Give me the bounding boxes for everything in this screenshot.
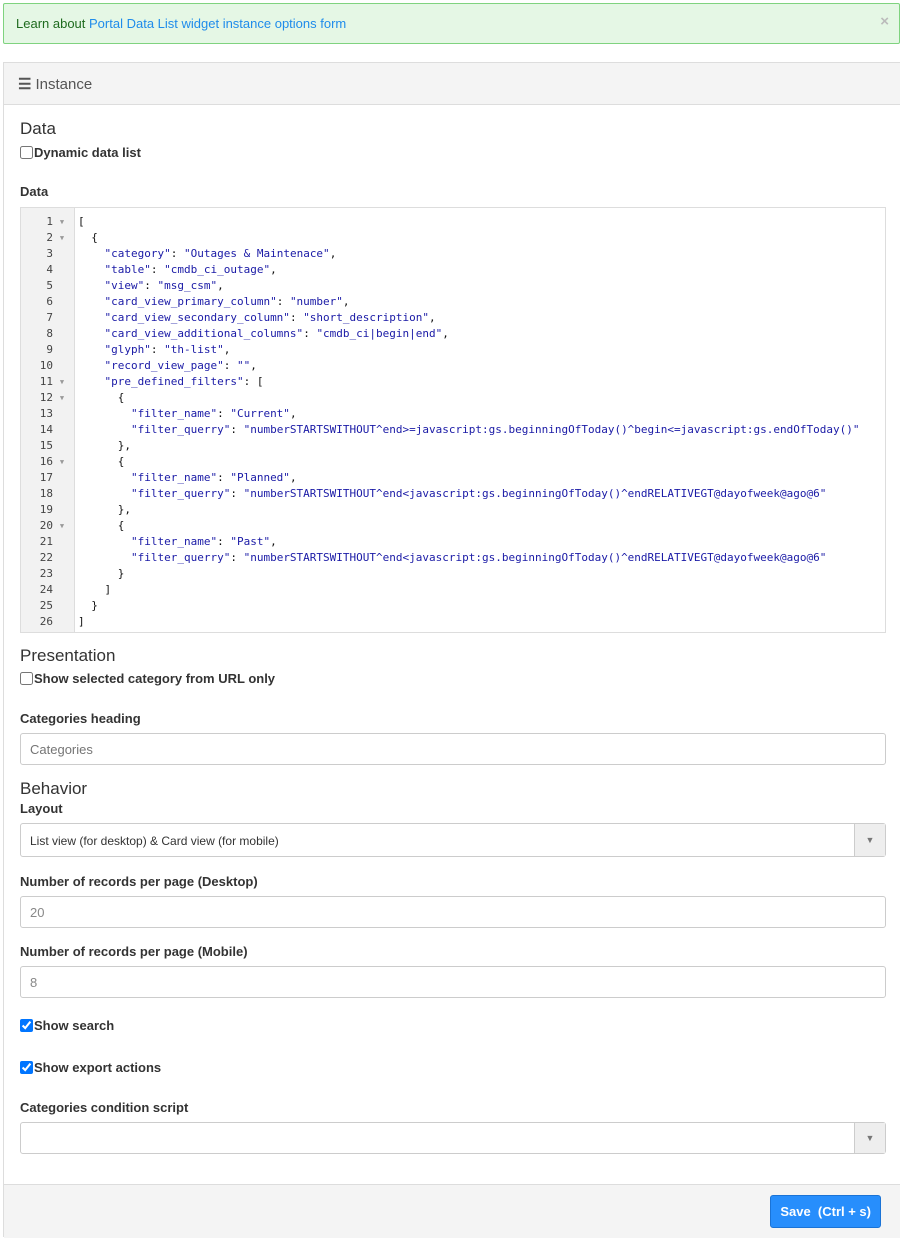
line-number: 1 ▼	[21, 214, 74, 230]
panel-header	[4, 63, 900, 105]
checkbox-label: Show search	[34, 1018, 115, 1033]
info-alert	[3, 3, 900, 44]
line-number: 6	[21, 294, 74, 310]
line-number: 4	[21, 262, 74, 278]
line-number: 13	[21, 406, 74, 422]
line-number: 8	[21, 326, 74, 342]
fold-arrow-icon	[53, 502, 71, 518]
line-number: 12 ▼	[21, 390, 74, 406]
line-number: 3	[21, 246, 74, 262]
panel-title: Instance	[35, 76, 93, 93]
fold-arrow-icon	[53, 406, 71, 422]
fold-arrow-icon	[53, 550, 71, 566]
panel-footer	[4, 1184, 900, 1238]
desktop-records-input[interactable]	[20, 896, 886, 928]
url-only-checkbox[interactable]	[20, 671, 275, 686]
mobile-records-input[interactable]	[20, 966, 886, 998]
layout-label: Layout	[20, 801, 63, 816]
line-number: 19	[21, 502, 74, 518]
categories-heading-label: Categories heading	[20, 711, 141, 726]
code-line: },	[78, 503, 131, 516]
fold-arrow-icon	[53, 262, 71, 278]
code-line: {	[78, 455, 125, 468]
show-search-input[interactable]	[20, 1019, 33, 1032]
line-number: 10	[21, 358, 74, 374]
code-line: "filter_querry": "numberSTARTSWITHOUT^end>=javascript:gs.beginningOfToday()^begin<=javascript:gs.endOfToday()"	[130, 423, 860, 436]
line-number: 15	[21, 438, 74, 454]
code-line: }	[78, 599, 98, 612]
fold-arrow-icon	[53, 326, 71, 342]
line-number: 11 ▼	[21, 374, 74, 390]
fold-arrow-icon	[53, 614, 71, 630]
line-number: 24	[21, 582, 74, 598]
code-line: "card_view_additional_columns": "cmdb_ci|begin|end",	[104, 327, 449, 340]
checkbox-label: Dynamic data list	[34, 145, 141, 160]
condition-script-select[interactable]	[20, 1122, 886, 1154]
fold-arrow-icon[interactable]: ▼	[59, 458, 65, 466]
line-number: 25	[21, 598, 74, 614]
alert-text: Learn about	[16, 16, 90, 31]
code-line: "view": "msg_csm",	[104, 279, 224, 292]
fold-arrow-icon[interactable]: ▼	[59, 234, 65, 242]
line-number: 9	[21, 342, 74, 358]
menu-icon: ☰	[18, 76, 32, 93]
show-search-checkbox[interactable]	[20, 1018, 114, 1033]
line-number-gutter	[21, 208, 75, 632]
fold-arrow-icon	[53, 598, 71, 614]
checkbox-label: Show export actions	[34, 1060, 162, 1075]
categories-heading-input[interactable]	[20, 733, 886, 765]
docs-link[interactable]: Portal Data List widget instance options form	[89, 16, 347, 31]
fold-arrow-icon	[53, 486, 71, 502]
fold-arrow-icon	[53, 246, 71, 262]
code-line: {	[78, 231, 98, 244]
close-icon[interactable]: ×	[880, 13, 889, 30]
fold-arrow-icon	[53, 310, 71, 326]
code-line: {	[78, 519, 125, 532]
save-button[interactable]: Save (Ctrl + s)	[770, 1195, 881, 1228]
fold-arrow-icon[interactable]: ▼	[59, 218, 65, 226]
code-line: "filter_name": "Current",	[130, 407, 297, 420]
code-line: "pre_defined_filters": [	[104, 375, 264, 388]
fold-arrow-icon	[53, 294, 71, 310]
fold-arrow-icon	[53, 534, 71, 550]
line-number: 2 ▼	[21, 230, 74, 246]
code-line: "record_view_page": "",	[104, 359, 257, 372]
line-number: 17	[21, 470, 74, 486]
chevron-down-icon[interactable]: ▼	[854, 824, 885, 856]
code-line: "filter_name": "Planned",	[130, 471, 297, 484]
fold-arrow-icon[interactable]: ▼	[59, 522, 65, 530]
fold-arrow-icon	[53, 278, 71, 294]
line-number: 5	[21, 278, 74, 294]
code-line: "filter_querry": "numberSTARTSWITHOUT^end<javascript:gs.beginningOfToday()^endRELATIVEGT@dayofweek@ago@6"	[130, 487, 827, 500]
code-line: },	[78, 439, 131, 452]
code-line: ]	[78, 615, 85, 628]
line-number: 20 ▼	[21, 518, 74, 534]
section-data-heading: Data	[20, 119, 56, 138]
show-export-input[interactable]	[20, 1061, 33, 1074]
dynamic-data-list-checkbox[interactable]	[20, 145, 141, 160]
data-label: Data	[20, 184, 49, 199]
line-number: 23	[21, 566, 74, 582]
code-line: ]	[78, 583, 112, 596]
section-presentation-heading: Presentation	[20, 646, 116, 665]
line-number: 7	[21, 310, 74, 326]
code-line: "category": "Outages & Maintenace",	[104, 247, 337, 260]
code-line: "card_view_primary_column": "number",	[104, 295, 350, 308]
checkbox-label: Show selected category from URL only	[34, 671, 276, 686]
line-number: 16 ▼	[21, 454, 74, 470]
code-line: [	[78, 215, 85, 228]
fold-arrow-icon	[53, 582, 71, 598]
dynamic-data-list-input[interactable]	[20, 146, 33, 159]
code-line: "glyph": "th-list",	[104, 343, 231, 356]
fold-arrow-icon[interactable]: ▼	[59, 378, 65, 386]
code-line: }	[78, 567, 125, 580]
desktop-records-label: Number of records per page (Desktop)	[20, 874, 258, 889]
code-line: "card_view_secondary_column": "short_description",	[104, 311, 436, 324]
line-number: 14	[21, 422, 74, 438]
code-line: "table": "cmdb_ci_outage",	[104, 263, 277, 276]
line-number: 22	[21, 550, 74, 566]
json-code-editor[interactable]	[20, 207, 886, 633]
fold-arrow-icon	[53, 422, 71, 438]
section-behavior-heading: Behavior	[20, 779, 88, 798]
code-line: "filter_name": "Past",	[130, 535, 277, 548]
chevron-down-icon[interactable]: ▼	[854, 1123, 885, 1153]
layout-value: List view (for desktop) & Card view (for mobile)	[30, 834, 279, 848]
fold-arrow-icon	[53, 566, 71, 582]
url-only-input[interactable]	[20, 672, 33, 685]
mobile-records-label: Number of records per page (Mobile)	[20, 944, 248, 959]
code-line: "filter_querry": "numberSTARTSWITHOUT^end<javascript:gs.beginningOfToday()^endRELATIVEGT@dayofweek@ago@6"	[130, 551, 827, 564]
code-area[interactable]	[75, 208, 859, 632]
line-number: 21	[21, 534, 74, 550]
line-number: 18	[21, 486, 74, 502]
fold-arrow-icon	[53, 358, 71, 374]
fold-arrow-icon	[53, 438, 71, 454]
fold-arrow-icon	[53, 342, 71, 358]
fold-arrow-icon	[53, 470, 71, 486]
line-number: 26	[21, 614, 74, 630]
code-line: {	[78, 391, 125, 404]
layout-select[interactable]	[20, 823, 886, 857]
fold-arrow-icon[interactable]: ▼	[59, 394, 65, 402]
show-export-checkbox[interactable]	[20, 1060, 161, 1075]
condition-script-label: Categories condition script	[20, 1100, 189, 1115]
instance-panel	[3, 62, 900, 1237]
